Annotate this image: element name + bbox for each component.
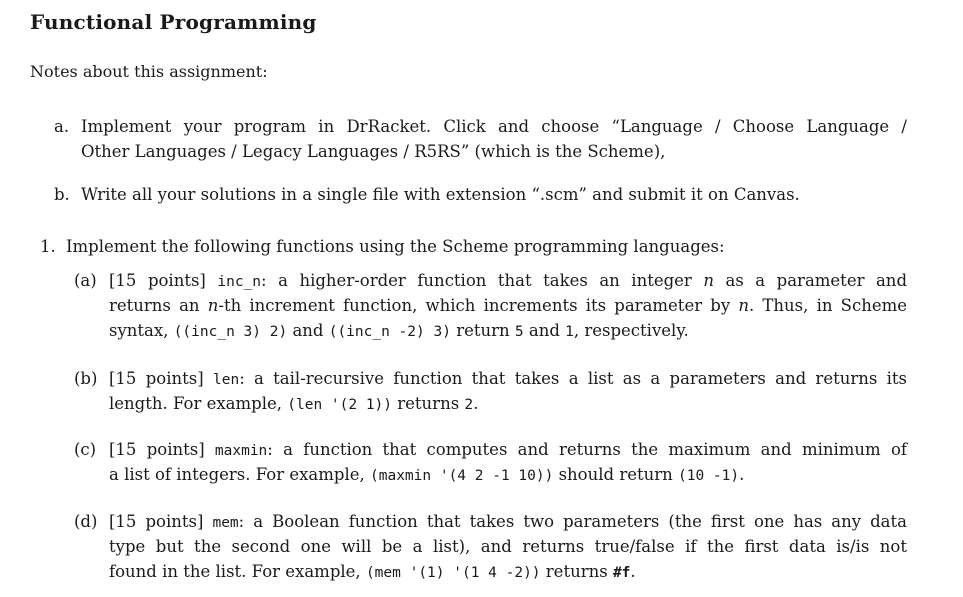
part-d-function-name: mem: [212, 515, 239, 531]
part-a-desc: a higher-order function that takes an integer: [278, 271, 692, 290]
part-a-l2-var-n2: n: [738, 296, 749, 315]
part-a-line-1: [109, 268, 907, 295]
part-c-marker: (c): [74, 440, 97, 459]
note-a-line-1: Implement your program in DrRacket. Click and choose “Language / Choose Language /: [81, 117, 907, 136]
part-d-line-3: [109, 559, 636, 586]
part-b-points: [15 points]: [109, 369, 204, 388]
part-b-code-example: (len '(2 1)): [287, 397, 393, 413]
part-a-var-n: n: [703, 271, 714, 290]
part-a-colon: :: [261, 271, 267, 290]
part-d-value: #f: [612, 565, 631, 581]
part-b-line-1: [109, 366, 907, 393]
part-a-l2-pre: returns an: [109, 296, 200, 315]
part-b-value: 2: [464, 397, 474, 413]
part-d-code-example: (mem '(1) '(1 4 -2)): [365, 565, 541, 581]
part-a-function-name: inc_n: [217, 274, 262, 290]
part-d-points: [15 points]: [109, 512, 204, 531]
part-d-line-1: [109, 509, 907, 536]
part-d-l3-returns: returns: [545, 562, 608, 581]
part-a-l2-mid: -th increment function, which increments its parameter by: [218, 296, 731, 315]
part-a-code-example-1: ((inc_n 3) 2): [173, 324, 288, 340]
part-a-l3-return: return: [456, 321, 510, 340]
part-d-line-2: type but the second one will be a list), and returns true/false if the first data is/is not: [109, 537, 907, 556]
part-b-marker: (b): [74, 369, 98, 388]
part-d-desc: : a Boolean function that takes two parameters (the first one has any data: [238, 512, 907, 531]
question-1-marker: 1.: [40, 237, 56, 256]
part-a-code-example-2: ((inc_n -2) 3): [328, 324, 451, 340]
part-a-l2-end: . Thus, in Scheme: [749, 296, 908, 315]
part-c-l2-pre: a list of integers. For example,: [109, 465, 365, 484]
intro-text: Notes about this assignment:: [30, 62, 268, 81]
part-a-value-2: 1: [565, 324, 574, 340]
part-c-code-example: (maxmin '(4 2 -1 10)): [370, 468, 554, 484]
part-a-desc-end: as a parameter and: [725, 271, 908, 290]
note-b-line-1: Write all your solutions in a single file with extension “.scm” and submit it on Canvas.: [81, 185, 800, 204]
question-1-text: Implement the following functions using the Scheme programming languages:: [66, 237, 725, 256]
part-c-points: [15 points]: [109, 440, 205, 459]
part-d-marker: (d): [74, 512, 98, 531]
page-title: Functional Programming: [30, 10, 317, 34]
part-a-l3-end: , respectively.: [573, 321, 689, 340]
part-a-l3-and-2: and: [528, 321, 560, 340]
part-a-value-1: 5: [514, 324, 524, 340]
part-c-value: (10 -1): [678, 468, 740, 484]
part-a-marker: (a): [74, 271, 97, 290]
part-b-line-2: [109, 391, 478, 418]
part-a-l3-and: and: [292, 321, 324, 340]
part-b-l2-pre: length. For example,: [109, 394, 282, 413]
part-a-l3-pre: syntax,: [109, 321, 169, 340]
part-c-function-name: maxmin: [214, 443, 268, 459]
part-c-line-1: [109, 437, 907, 464]
note-a-line-2: Other Languages / Legacy Languages / R5RS” (which is the Scheme),: [81, 142, 666, 161]
part-a-points: [15 points]: [109, 271, 206, 290]
part-c-l2-should-return: should return: [558, 465, 673, 484]
part-c-l2-end: .: [739, 465, 745, 484]
part-c-desc: : a function that computes and returns the maximum and minimum of: [267, 440, 907, 459]
note-a-marker: a.: [54, 117, 70, 136]
part-b-desc: : a tail-recursive function that takes a list as a parameters and returns its: [239, 369, 907, 388]
part-a-line-3: [109, 318, 689, 345]
part-c-line-2: [109, 462, 744, 489]
part-a-line-2: [109, 293, 907, 318]
part-b-l2-returns: returns: [397, 394, 460, 413]
part-d-l3-end: .: [630, 562, 636, 581]
note-b-marker: b.: [54, 185, 70, 204]
part-b-function-name: len: [212, 372, 240, 388]
part-b-l2-end: .: [473, 394, 479, 413]
part-d-l3-pre: found in the list. For example,: [109, 562, 361, 581]
part-a-l2-var-n: n: [207, 296, 219, 315]
